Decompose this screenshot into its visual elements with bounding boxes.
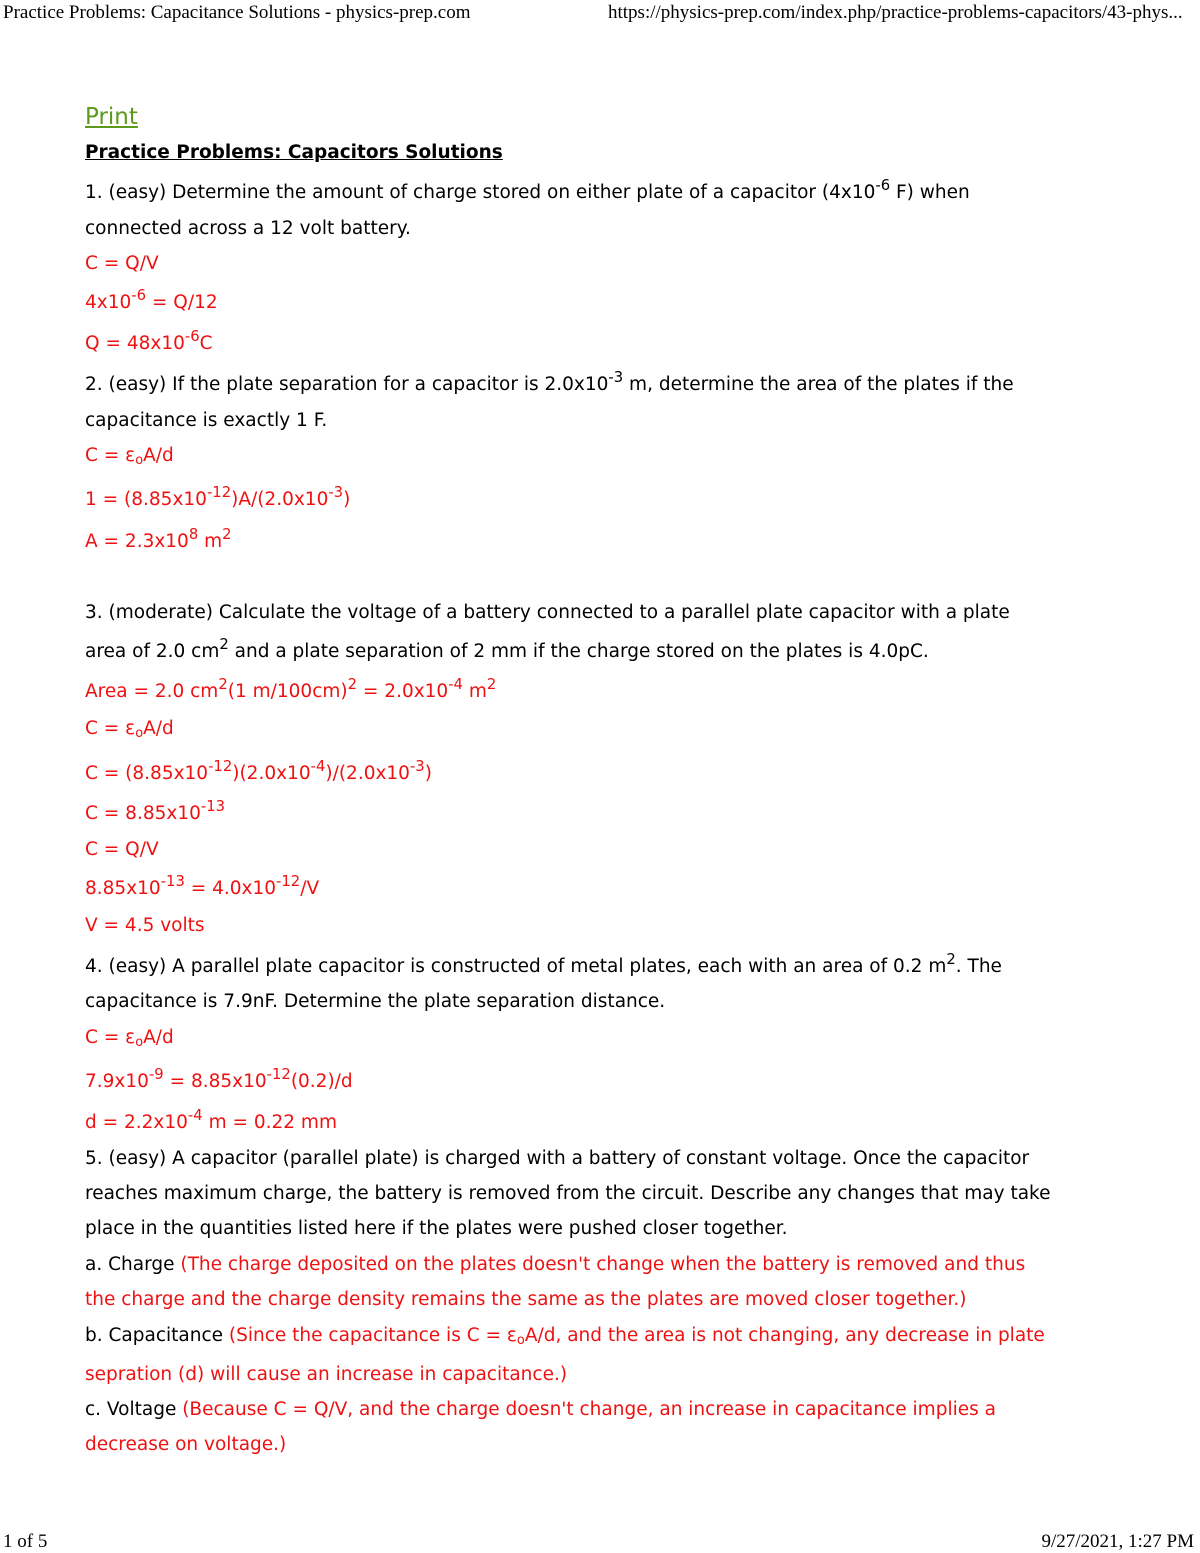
- problem-5-question-cont: reaches maximum charge, the battery is removed from the circuit. Describe any changes that may take: [85, 1183, 1051, 1204]
- problem-5-part-a: a. Charge (The charge deposited on the plates doesn't change when the battery is removed and thus: [85, 1254, 1026, 1275]
- problem-1-question: 1. (easy) Determine the amount of charge stored on either plate of a capacitor ($4x10^{-6}$ F) when: [85, 176, 970, 203]
- problem-3-step: C = Q/V: [85, 839, 159, 860]
- browser-print-header-url: https://physics-prep.com/index.php/practice-problems-capacitors/43-phys...: [608, 2, 1183, 23]
- problem-2-question: 2. (easy) If the plate separation for a capacitor is $2.0x10^{-3}$ m, determine the area of the plates if the: [85, 368, 1014, 395]
- problem-3-step: V = 4.5 volts: [85, 915, 205, 936]
- problem-1-question-cont: connected across a 12 volt battery.: [85, 218, 411, 239]
- problem-3-step: $C = 8.85x10^{-13}$: [85, 797, 226, 824]
- problem-2-step: $C = \varepsilon_oA/d$: [85, 445, 174, 469]
- print-footer-datetime: 9/27/2021, 1:27 PM: [1041, 1531, 1194, 1552]
- print-footer-page-number: 1 of 5: [3, 1531, 48, 1552]
- problem-2-step: $A = 2.3x10^8$ $m^2$: [85, 525, 232, 552]
- page-title: Practice Problems: Capacitors Solutions: [85, 142, 503, 163]
- problem-5-part-c: c. Voltage (Because C = Q/V, and the charge doesn't change, an increase in capacitance implies a: [85, 1399, 996, 1420]
- problem-4-step: $C = \varepsilon_oA/d$: [85, 1027, 174, 1051]
- problem-1-step: $4x10^{-6} = Q/12$: [85, 286, 218, 313]
- problem-3-question: 3. (moderate) Calculate the voltage of a battery connected to a parallel plate capacitor with a plate: [85, 602, 1010, 623]
- problem-2-question-cont: capacitance is exactly 1 F.: [85, 410, 328, 431]
- browser-print-header-title: Practice Problems: Capacitance Solutions - physics-prep.com: [3, 2, 471, 23]
- print-link[interactable]: Print: [85, 104, 138, 130]
- problem-3-step: $C = (8.85x10^{-12})(2.0x10^{-4})/(2.0x10^{-3})$: [85, 757, 432, 784]
- problem-3-question-cont: area of 2.0 $cm^2$ and a plate separation of 2 mm if the charge stored on the plates is 4.0pC.: [85, 635, 929, 662]
- problem-5-part-a-cont: the charge and the charge density remains the same as the plates are moved closer together.): [85, 1289, 967, 1310]
- problem-3-step: $C = \varepsilon_oA/d$: [85, 718, 174, 742]
- problem-4-step: $7.9x10^{-9} = 8.85x10^{-12}(0.2)/d$: [85, 1065, 353, 1092]
- problem-5-part-c-cont: decrease on voltage.): [85, 1434, 287, 1455]
- problem-4-step: $d = 2.2x10^{-4}$ m = 0.22 mm: [85, 1106, 337, 1133]
- problem-5-question: 5. (easy) A capacitor (parallel plate) is charged with a battery of constant voltage. Once the capacitor: [85, 1148, 1030, 1169]
- problem-3-step: $8.85x10^{-13} = 4.0x10^{-12}/V$: [85, 872, 320, 899]
- problem-4-question: 4. (easy) A parallel plate capacitor is constructed of metal plates, each with an area of 0.2 $m^2$. The: [85, 950, 1002, 977]
- problem-2-step: $1 = (8.85x10^{-12})A/(2.0x10^{-3})$: [85, 483, 351, 510]
- problem-3-step: Area = 2.0 $cm^2(1$ $m/100cm)^2 = 2.0x10^{-4}$ $m^2$: [85, 675, 497, 702]
- problem-5-part-b: b. Capacitance (Since the capacitance is $C = \varepsilon_oA/d$, and the area is not changing, any decrease in plate: [85, 1325, 1045, 1349]
- problem-5-part-b-cont: sepration (d) will cause an increase in capacitance.): [85, 1364, 568, 1385]
- problem-4-question-cont: capacitance is 7.9nF. Determine the plate separation distance.: [85, 991, 666, 1012]
- problem-1-step: C = Q/V: [85, 253, 159, 274]
- problem-1-step: $Q = 48x10^{-6}C$: [85, 327, 213, 354]
- problem-5-question-cont: place in the quantities listed here if the plates were pushed closer together.: [85, 1218, 788, 1239]
